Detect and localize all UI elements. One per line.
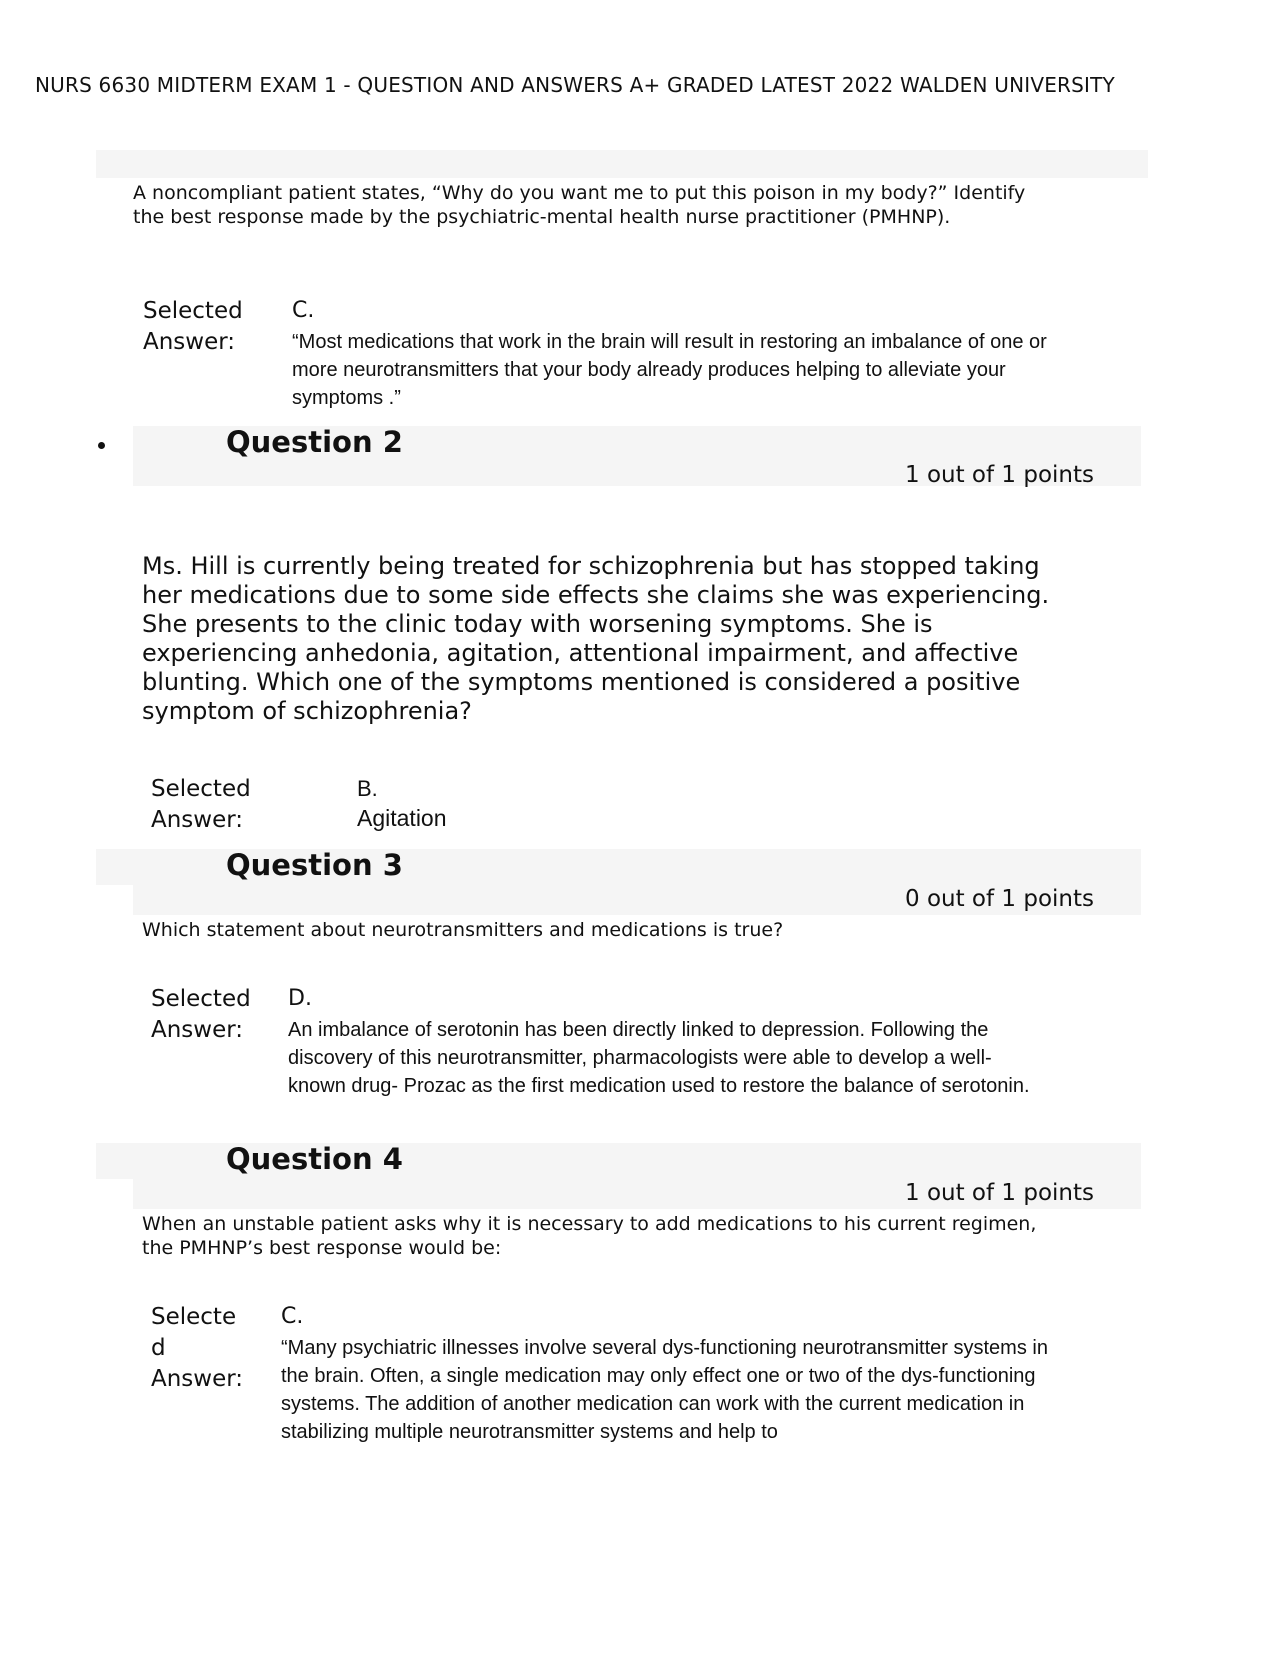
question-1-selected-label: Selected Answer: bbox=[143, 298, 243, 355]
question-1-answer-letter: C. bbox=[292, 298, 315, 323]
question-3-heading: Question 3 bbox=[226, 848, 403, 882]
question-2-points: 1 out of 1 points bbox=[905, 462, 1094, 488]
bullet-q2 bbox=[98, 442, 105, 449]
question-2-heading: Question 2 bbox=[226, 425, 403, 459]
question-1-text: A noncompliant patient states, “Why do you want me to put this poison in my body?” Identify the best response made by the psychiatric-mental health nurse practitioner (PMHNP). bbox=[133, 182, 1026, 228]
question-3-answer-letter: D. bbox=[288, 986, 312, 1011]
question-3-answer-text: An imbalance of serotonin has been directly linked to depression. Following the discovery of this neurotransmitter, pharmacologists were able to develop a well-known drug- Prozac as the first medication used to restore the balance of serotonin. bbox=[288, 1019, 1030, 1097]
question-4-points: 1 out of 1 points bbox=[905, 1180, 1094, 1206]
question-4-answer-letter: C. bbox=[281, 1304, 304, 1329]
question-2-text: Ms. Hill is currently being treated for schizophrenia but has stopped taking her medications due to some side effects she claims she was experiencing. She presents to the clinic today with worsening symptoms. She is experiencing anhedonia, agitation, attentional impairment, and affective blunting. Which one of the symptoms mentioned is considered a positive symptom of schizophrenia? bbox=[142, 552, 1050, 725]
question-1-header-bar bbox=[96, 150, 1148, 178]
question-2-answer-text: Agitation bbox=[357, 805, 447, 831]
question-3-text: Which statement about neurotransmitters and medications is true? bbox=[142, 919, 784, 941]
question-2-selected-label: Selected Answer: bbox=[151, 776, 251, 833]
question-2-answer-letter: B. bbox=[357, 776, 378, 801]
question-4-text: When an unstable patient asks why it is necessary to add medications to his current regimen, the PMHNP’s best response would be: bbox=[142, 1213, 1037, 1259]
document-title: NURS 6630 MIDTERM EXAM 1 - QUESTION AND ANSWERS A+ GRADED LATEST 2022 WALDEN UNIVERSITY bbox=[35, 73, 1115, 97]
question-3-points: 0 out of 1 points bbox=[905, 886, 1094, 912]
question-1-answer-text: “Most medications that work in the brain will result in restoring an imbalance of one or more neurotransmitters that your body already produces helping to alleviate your symptoms .” bbox=[292, 331, 1047, 409]
question-3-selected-label: Selected Answer: bbox=[151, 986, 251, 1043]
question-4-heading: Question 4 bbox=[226, 1142, 403, 1176]
question-4-selected-label: Selecte d Answer: bbox=[151, 1304, 244, 1392]
question-4-answer-text: “Many psychiatric illnesses involve several dys-functioning neurotransmitter systems in the brain. Often, a single medication may only effect one or two of the dys-functioning systems. The addition of another medication can work with the current medication in stabilizing multiple neurotransmitter systems and help to bbox=[281, 1337, 1048, 1443]
